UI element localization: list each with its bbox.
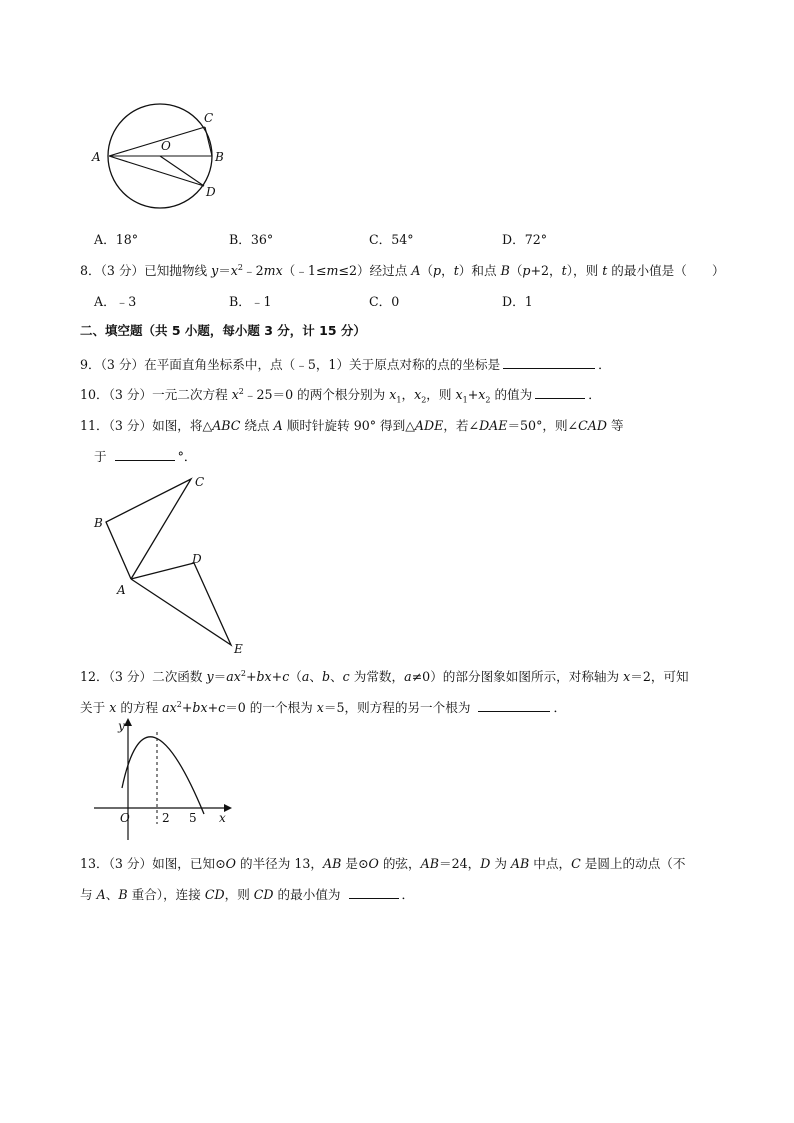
q8-option-d: D．1 (502, 294, 533, 309)
answer-blank[interactable] (115, 448, 175, 461)
answer-blank[interactable] (478, 699, 550, 712)
question-10: 10．（3 分）一元二次方程 $x^2﹣25=0$ 的两个根分别为 $x_1$，$x_2$，则 $x_1+x_2$ 的值为 ． (80, 386, 601, 405)
label-a: A (92, 150, 101, 164)
q8-option-c: C．0 (369, 294, 400, 309)
triangle-ade (131, 563, 231, 645)
question-9: 9．（3 分）在平面直角坐标系中，点（﹣5，1）关于原点对称的点的坐标是 ． (80, 357, 611, 372)
label-x: x (219, 811, 226, 825)
answer-blank[interactable] (503, 356, 595, 369)
parabola-curve (122, 737, 204, 814)
answer-blank[interactable] (349, 886, 399, 899)
label-origin: O (120, 811, 130, 825)
label-c: C (195, 475, 205, 489)
segment-cb (205, 127, 212, 156)
label-b: B (94, 516, 103, 530)
label-e: E (234, 642, 243, 655)
tick-2: 2 (162, 811, 170, 825)
chord-ac (109, 127, 205, 156)
label-y: y (118, 719, 125, 733)
label-o: O (161, 139, 171, 153)
question-11-line-2: 于 °． (94, 449, 197, 464)
label-d: D (192, 552, 202, 566)
q7-option-d: D．72° (502, 232, 548, 247)
q7-option-a: A．18° (94, 232, 139, 247)
label-b: B (215, 150, 224, 164)
segment-od (160, 156, 204, 186)
label-d: D (206, 185, 216, 199)
q8-option-a: A．﹣3 (94, 294, 137, 309)
y-axis-arrow (124, 718, 132, 726)
question-12-line-2: 关于 x 的方程 $ax^2+bx+c=0$ 的一个根为 x＝5，则方程的另一个根为 ． (80, 699, 567, 715)
question-11-line-1: 11．（3 分）如图，将△ABC 绕点 A 顺时针旋转 90° 得到△ADE，若∠DAE＝50°，则∠CAD 等 (80, 418, 624, 433)
question-12-line-1: 12．（3 分）二次函数 $y=ax^2+bx+c(a$、b、c 为常数，a≠0）的部分图象如图所示，对称轴为 x＝2，可知 (80, 668, 689, 684)
question-8: 8．（3 分）已知抛物线 $y=x^2﹣2mx(﹣1\le m\le 2)$经过点 A（p，t）和点 B（p+2，t），则 t 的最小值是（ ） (80, 262, 725, 278)
circle-figure (88, 100, 248, 220)
tick-5: 5 (189, 811, 197, 825)
parabola-figure (92, 716, 242, 844)
section-2-heading: 二、填空题（共 5 小题，每小题 3 分，计 15 分） (80, 323, 366, 338)
label-c: C (204, 111, 214, 125)
q7-option-b: B．36° (229, 232, 274, 247)
question-13-line-1: 13．（3 分）如图，已知⊙O 的半径为 13，AB 是⊙O 的弦，AB＝24，D 为 AB 中点，C 是圆上的动点（不 (80, 856, 686, 871)
q7-option-c: C．54° (369, 232, 414, 247)
triangle-abc (106, 479, 191, 579)
q8-option-b: B．﹣1 (229, 294, 272, 309)
label-a: A (117, 583, 126, 597)
triangle-rotation-figure (92, 475, 252, 655)
chord-ad (109, 156, 204, 186)
answer-blank[interactable] (535, 386, 585, 399)
question-13-line-2: 与 A、B 重合），连接 CD，则 CD 的最小值为 ． (80, 887, 415, 902)
